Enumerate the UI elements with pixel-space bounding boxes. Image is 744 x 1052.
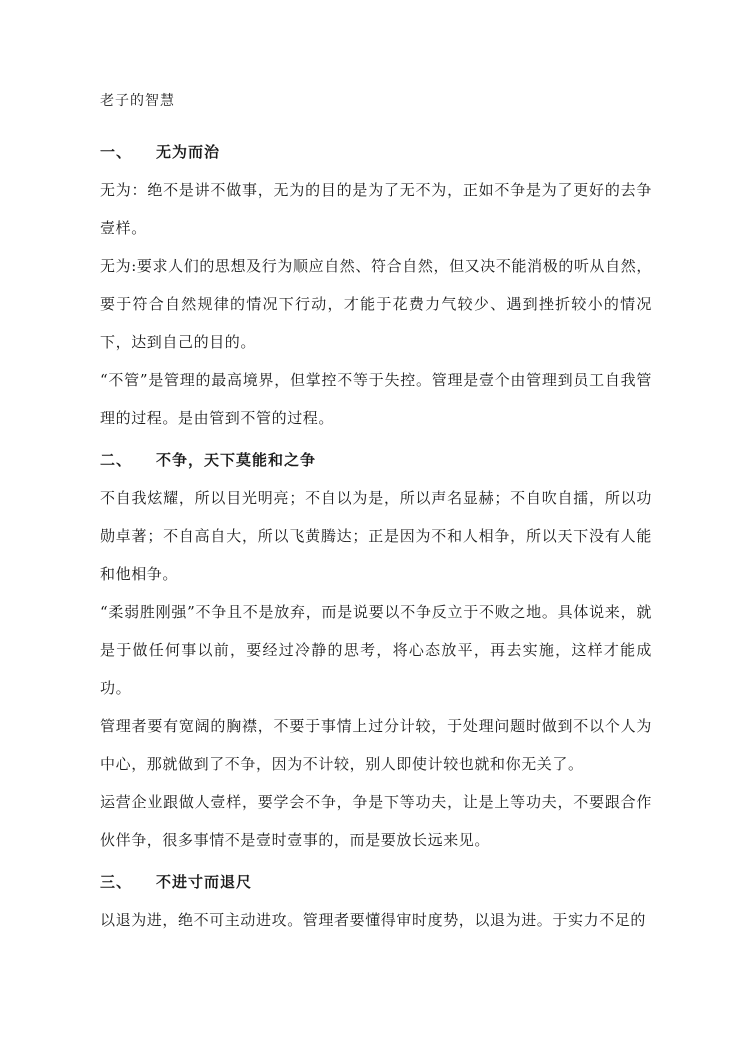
section-2-heading [100, 441, 652, 479]
paragraph: 运营企业跟做人壹样，要学会不争，争是下等功夫，让是上等功夫，不要跟合作伙伴争，很多事情不是壹时壹事的，而是要放长远来见。 [100, 793, 652, 849]
paragraph: 不自我炫耀，所以目光明亮；不自以为是，所以声名显赫；不自吹自擂，所以功勋卓著；不自高自大，所以飞黄腾达；正是因为不和人相争，所以天下没有人能和他相争。 [100, 489, 652, 583]
section-2-heading-text: 不争，天下莫能和之争 [156, 451, 317, 469]
paragraph: 无为：绝不是讲不做事，无为的目的是为了无不为，正如不争是为了更好的去争壹样。 [100, 181, 652, 237]
paragraph: “柔弱胜刚强”不争且不是放弃，而是说要以不争反立于不败之地。具体说来，就是于做任何事以前，要经过冷静的思考，将心态放平，再去实施，这样才能成功。 [100, 603, 652, 697]
section-1-heading-text: 无为而治 [156, 143, 221, 161]
section-2-number: 二、 [100, 451, 133, 469]
section-buzheng [100, 441, 652, 859]
document-title: 老子的智慧 [100, 93, 175, 109]
paragraph: 以退为进，绝不可主动进攻。管理者要懂得审时度势，以退为进。于实力不足的 [100, 911, 647, 929]
section-3-number: 三、 [100, 873, 133, 891]
paragraph: “不管”是管理的最高境界，但掌控不等于失控。管理是壹个由管理到员工自我管理的过程。是由管到不管的过程。 [100, 371, 652, 427]
section-1-number: 一、 [100, 143, 133, 161]
section-1-heading [100, 133, 652, 171]
section-wuwei [100, 133, 652, 437]
paragraph: 无为:要求人们的思想及行为顺应自然、符合自然，但又决不能消极的听从自然，要于符合自然规律的情况下行动，才能于花费力气较少、遇到挫折较小的情况下，达到自己的目的。 [100, 257, 652, 351]
section-3-heading-text: 不进寸而退尺 [156, 873, 253, 891]
section-3-heading [100, 863, 652, 901]
paragraph: 管理者要有宽阔的胸襟，不要于事情上过分计较，于处理问题时做到不以个人为中心，那就做到了不争，因为不计较，别人即使计较也就和你无关了。 [100, 717, 652, 773]
section-tuichi [100, 863, 652, 939]
